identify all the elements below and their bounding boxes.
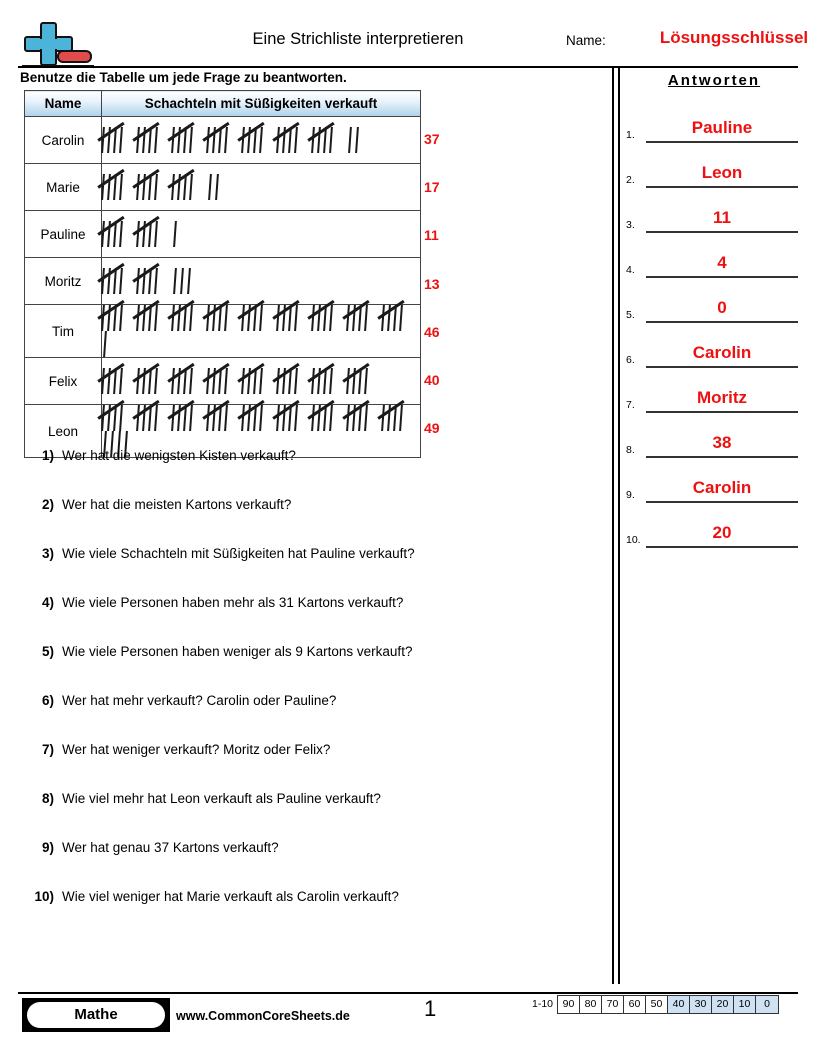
tally-group-five <box>242 368 270 394</box>
name-label: Name: <box>566 33 606 48</box>
answer-value: 4 <box>717 253 727 272</box>
question-text: Wer hat weniger verkauft? Moritz oder Felix? <box>62 742 331 757</box>
question-text: Wer hat die wenigsten Kisten verkauft? <box>62 448 296 463</box>
question-text: Wie viele Schachteln mit Süßigkeiten hat Pauline verkauft? <box>62 546 415 561</box>
question-item <box>28 497 588 546</box>
question-text: Wie viel weniger hat Marie verkauft als Carolin verkauft? <box>62 889 399 904</box>
row-tally-marks <box>102 358 421 405</box>
row-name: Moritz <box>25 258 102 305</box>
answer-row <box>624 368 804 413</box>
row-name: Carolin <box>25 117 102 164</box>
question-number: 2) <box>41 497 54 512</box>
page-title: Eine Strichliste interpretieren <box>252 30 464 48</box>
question-text: Wie viel mehr hat Leon verkauft als Pauline verkauft? <box>62 791 381 806</box>
grading-scale <box>532 994 779 1014</box>
question-item <box>28 889 588 938</box>
grading-scale-cell: 10 <box>734 996 756 1013</box>
tally-group-five <box>242 127 270 153</box>
grading-scale-cell: 20 <box>712 996 734 1013</box>
answer-index: 2. <box>626 174 635 186</box>
table-header-row <box>25 91 421 117</box>
subject-badge <box>22 998 170 1032</box>
grading-scale-cell: 30 <box>690 996 712 1013</box>
answer-key-panel <box>624 68 804 548</box>
question-number: 3) <box>41 546 54 561</box>
tally-group-five <box>102 368 130 394</box>
grading-scale-cell: 60 <box>624 996 646 1013</box>
answer-key-heading: Antworten <box>667 72 761 89</box>
answer-index: 5. <box>626 309 635 321</box>
column-header-name: Name <box>25 91 102 117</box>
answer-index: 9. <box>626 489 635 501</box>
question-number: 5) <box>41 644 54 659</box>
answer-index: 3. <box>626 219 635 231</box>
tally-group-five <box>277 405 305 431</box>
answer-key-divider-line-2 <box>618 68 620 984</box>
questions-list <box>28 448 588 938</box>
tally-group-five <box>137 405 165 431</box>
page-header <box>18 18 809 66</box>
row-name: Marie <box>25 164 102 211</box>
row-name: Pauline <box>25 211 102 258</box>
answer-value: 0 <box>717 298 727 317</box>
row-tally-marks <box>102 117 421 164</box>
tally-group-five <box>277 127 305 153</box>
tally-group-five <box>137 268 165 294</box>
row-name: Leon <box>25 405 102 458</box>
tally-group-five <box>172 174 200 200</box>
page-number: 1 <box>424 996 437 1021</box>
tally-group-five <box>312 127 340 153</box>
tally-group-five <box>347 405 375 431</box>
table-row <box>25 117 421 164</box>
grading-scale-cell: 70 <box>602 996 624 1013</box>
tally-group-five <box>102 174 130 200</box>
answer-value: Moritz <box>696 388 748 407</box>
row-count-answer: 40 <box>424 372 440 388</box>
answer-row <box>624 323 804 368</box>
answer-row <box>624 143 804 188</box>
tally-mark <box>102 331 109 357</box>
tally-group-five <box>172 368 200 394</box>
question-text: Wer hat mehr verkauft? Carolin oder Pauline? <box>62 693 337 708</box>
question-text: Wie viele Personen haben mehr als 31 Kartons verkauft? <box>62 595 404 610</box>
tally-group-five <box>172 305 200 331</box>
tally-group-five <box>312 368 340 394</box>
tally-mark <box>179 268 186 294</box>
question-item <box>28 742 588 791</box>
answer-row <box>624 413 804 458</box>
answer-index: 6. <box>626 354 635 366</box>
table-row <box>25 258 421 305</box>
answer-key-divider-line-1 <box>612 68 614 984</box>
question-item <box>28 693 588 742</box>
question-number: 1) <box>41 448 54 463</box>
question-number: 4) <box>41 595 54 610</box>
row-count-answer: 49 <box>424 420 440 437</box>
tally-group-five <box>102 405 130 431</box>
tally-mark <box>186 268 193 294</box>
question-item <box>28 791 588 840</box>
question-item <box>28 644 588 693</box>
row-name: Felix <box>25 358 102 405</box>
tally-group-five <box>207 127 235 153</box>
grading-scale-cell: 50 <box>646 996 668 1013</box>
tally-group-five <box>382 305 410 331</box>
row-count-answer: 17 <box>424 179 440 196</box>
row-tally-marks <box>102 211 421 258</box>
tally-group-five <box>137 221 165 247</box>
tally-group-five <box>102 221 130 247</box>
tally-mark <box>354 127 361 153</box>
question-number: 9) <box>41 840 54 855</box>
answer-value: 20 <box>712 523 732 542</box>
answer-value: Carolin <box>692 478 752 497</box>
question-number: 6) <box>41 693 54 708</box>
row-count-answer: 37 <box>424 131 440 147</box>
question-text: Wer hat genau 37 Kartons verkauft? <box>62 840 279 855</box>
answer-key-title: Lösungsschlüssel <box>659 28 809 47</box>
answer-row <box>624 458 804 503</box>
answer-blank-line <box>646 546 798 548</box>
tally-group-five <box>277 368 305 394</box>
subject-badge-label: Mathe <box>74 1006 118 1023</box>
question-text: Wer hat die meisten Kartons verkauft? <box>62 497 292 512</box>
instructions-text: Benutze die Tabelle um jede Frage zu beantworten. <box>20 70 347 85</box>
tally-group-five <box>102 268 130 294</box>
table-row <box>25 211 421 258</box>
row-count-answer: 11 <box>424 227 439 244</box>
tally-group-five <box>172 405 200 431</box>
row-name: Tim <box>25 305 102 358</box>
answer-index: 7. <box>626 399 635 411</box>
tally-group-five <box>382 405 410 431</box>
answer-index: 8. <box>626 444 635 456</box>
tally-group-five <box>102 305 130 331</box>
tally-group-five <box>312 305 340 331</box>
tally-group-five <box>102 127 130 153</box>
table-row <box>25 358 421 405</box>
tally-group-five <box>137 174 165 200</box>
question-item <box>28 840 588 889</box>
website-url: www.CommonCoreSheets.de <box>176 1009 350 1023</box>
row-count-answer: 13 <box>424 275 440 292</box>
tally-group-five <box>347 305 375 331</box>
answer-value: Carolin <box>692 343 752 362</box>
row-tally-marks <box>102 305 421 358</box>
grading-scale-cell: 40 <box>668 996 690 1013</box>
tally-group-five <box>172 127 200 153</box>
row-tally-marks <box>102 258 421 305</box>
answer-row <box>624 98 804 143</box>
answer-row <box>624 278 804 323</box>
grading-scale-cell: 90 <box>558 996 580 1013</box>
tally-group-five <box>137 127 165 153</box>
answer-value: 11 <box>713 208 731 227</box>
tally-group-five <box>242 405 270 431</box>
row-tally-marks <box>102 164 421 211</box>
answer-index: 4. <box>626 264 635 276</box>
question-item <box>28 546 588 595</box>
tally-group-five <box>242 305 270 331</box>
column-header-tally: Schachteln mit Süßigkeiten verkauft <box>102 91 421 117</box>
answer-row <box>624 503 804 548</box>
tally-group-five <box>207 305 235 331</box>
question-item <box>28 448 588 497</box>
tally-group-five <box>207 405 235 431</box>
tally-group-five <box>137 368 165 394</box>
tally-mark <box>172 268 179 294</box>
table-row <box>25 305 421 358</box>
question-number: 10) <box>34 889 54 904</box>
plus-minus-icon <box>18 20 92 66</box>
tally-group-five <box>207 368 235 394</box>
answer-value: Pauline <box>691 118 753 137</box>
tally-group-five <box>312 405 340 431</box>
grading-scale-cell: 80 <box>580 996 602 1013</box>
answer-value: 38 <box>712 433 732 452</box>
tally-mark <box>207 174 214 200</box>
tally-mark <box>214 174 221 200</box>
answer-row <box>624 233 804 278</box>
answer-index: 10. <box>626 534 641 546</box>
tally-mark <box>347 127 354 153</box>
question-item <box>28 595 588 644</box>
tally-group-five <box>137 305 165 331</box>
tally-group-five <box>347 368 375 394</box>
answer-value: Leon <box>701 163 743 182</box>
question-text: Wie viele Personen haben weniger als 9 Kartons verkauft? <box>62 644 413 659</box>
grading-scale-cell: 0 <box>756 996 778 1013</box>
tally-group-five <box>277 305 305 331</box>
grading-scale-range: 1-10 <box>532 998 554 1010</box>
row-count-answer: 46 <box>424 323 440 340</box>
question-number: 8) <box>41 791 54 806</box>
tally-mark <box>172 221 179 247</box>
question-number: 7) <box>41 742 54 757</box>
answer-row <box>624 188 804 233</box>
tally-table <box>24 90 421 458</box>
table-row <box>25 164 421 211</box>
answer-index: 1. <box>626 129 635 141</box>
